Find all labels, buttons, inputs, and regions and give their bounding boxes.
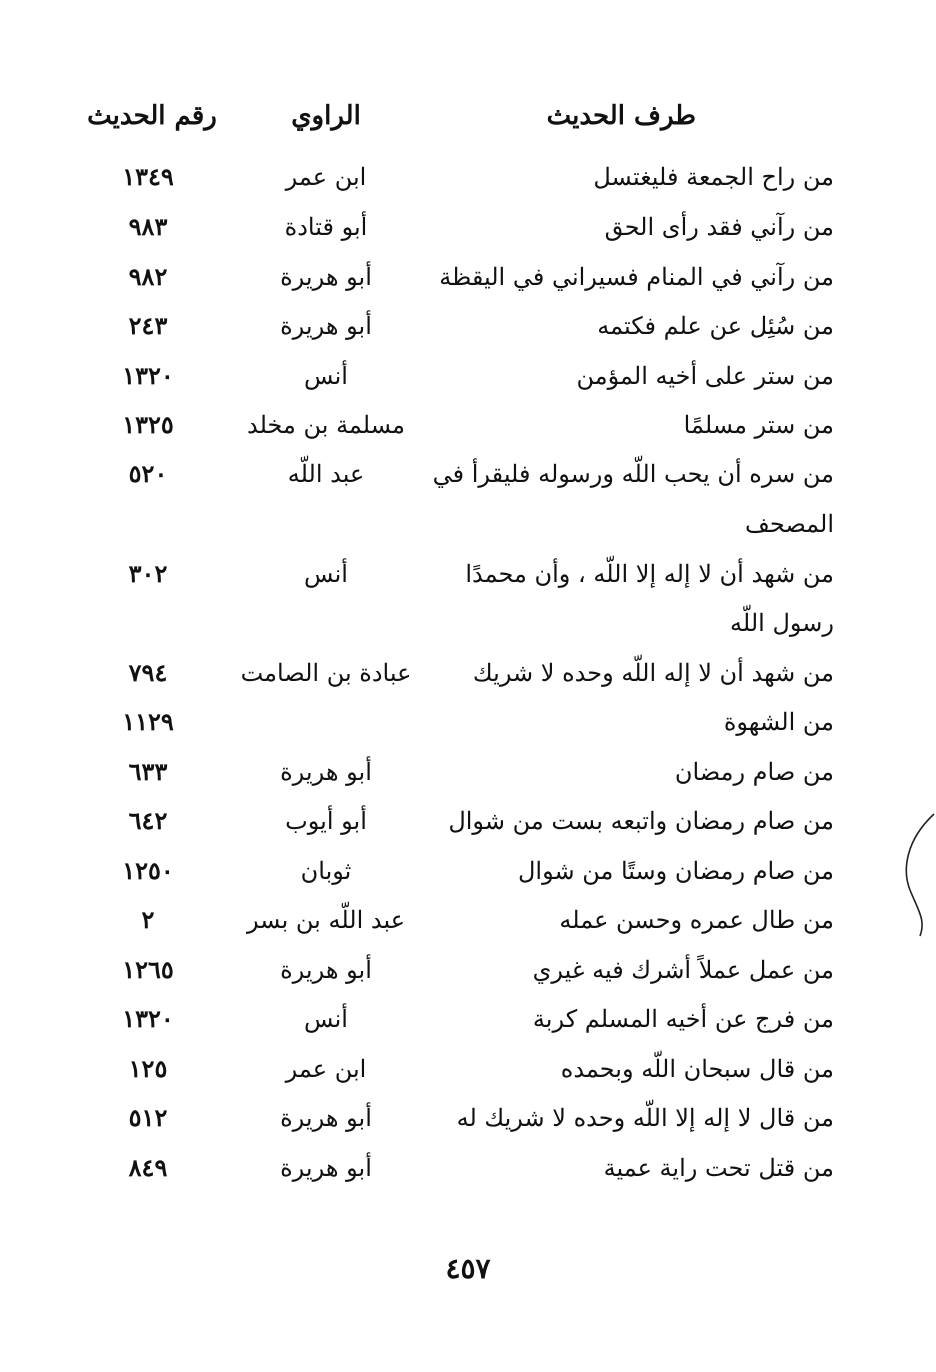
table-row bbox=[0, 702, 936, 742]
hadith-number: ٢ bbox=[141, 905, 155, 934]
table-row bbox=[0, 801, 936, 841]
narrator-name: أبو هريرة bbox=[280, 956, 372, 984]
hadith-text: من طال عمره وحسن عمله bbox=[559, 906, 834, 934]
narrator-name: ثوبان bbox=[300, 857, 352, 885]
hadith-text: من قتل تحت راية عمية bbox=[603, 1154, 834, 1182]
margin-bracket-mark bbox=[896, 810, 936, 940]
hadith-text: من شهد أن لا إله إلا اللّه ، وأن محمدًا bbox=[465, 560, 834, 588]
narrator-name: أنس bbox=[304, 1005, 348, 1033]
narrator-name: أبو أيوب bbox=[285, 807, 367, 835]
hadith-number: ١٣٢٠ bbox=[122, 1004, 174, 1033]
table-row bbox=[0, 950, 936, 990]
hadith-number: ١٢٥ bbox=[128, 1054, 168, 1083]
hadith-number: ٥١٢ bbox=[128, 1103, 168, 1132]
hadith-number: ١٣٤٩ bbox=[122, 162, 174, 191]
table-row bbox=[0, 653, 936, 693]
hadith-text: من شهد أن لا إله اللّه وحده لا شريك bbox=[472, 659, 834, 687]
hadith-text: من عمل عملاً أشرك فيه غيري bbox=[532, 956, 834, 984]
hadith-text: المصحف bbox=[744, 510, 834, 538]
hadith-text: من ستر مسلمًا bbox=[683, 411, 834, 439]
hadith-number: ١٢٥٠ bbox=[122, 856, 174, 885]
hadith-text: من ستر على أخيه المؤمن bbox=[576, 362, 834, 390]
narrator-name: أبو هريرة bbox=[280, 263, 372, 291]
table-row bbox=[0, 554, 936, 594]
hadith-number: ٦٤٢ bbox=[128, 806, 168, 835]
hadith-text: من سُئِل عن علم فكتمه bbox=[597, 312, 834, 340]
hadith-text: من صام رمضان bbox=[674, 758, 834, 786]
narrator-name: عبادة بن الصامت bbox=[240, 659, 412, 687]
narrator-name: ابن عمر bbox=[285, 1055, 367, 1083]
narrator-name: عبد اللّه بن بسر bbox=[246, 906, 406, 934]
table-row bbox=[0, 257, 936, 297]
hadith-text: من فرج عن أخيه المسلم كربة bbox=[532, 1005, 834, 1033]
narrator-name: أبو هريرة bbox=[280, 1104, 372, 1132]
narrator-name: ابن عمر bbox=[285, 163, 367, 191]
hadith-text: رسول اللّه bbox=[730, 609, 834, 637]
narrator-column-header: الراوي bbox=[291, 101, 361, 131]
narrator-name: مسلمة بن مخلد bbox=[246, 411, 406, 439]
table-row bbox=[0, 603, 936, 643]
narrator-name: أبو قتادة bbox=[284, 213, 368, 241]
hadith-number: ١٣٢٥ bbox=[122, 410, 174, 439]
hadith-number: ٩٨٢ bbox=[128, 262, 168, 291]
narrator-name bbox=[226, 603, 426, 643]
table-row bbox=[0, 157, 936, 197]
hadith-number: ١٢٦٥ bbox=[122, 955, 174, 984]
narrator-name bbox=[226, 702, 426, 742]
hadith-text: من قال سبحان اللّه وبحمده bbox=[560, 1055, 834, 1083]
hadith-text: من رآني في المنام فسيراني في اليقظة bbox=[439, 263, 834, 291]
narrator-name: أنس bbox=[304, 560, 348, 588]
table-row bbox=[0, 752, 936, 792]
hadith-text: من رآني فقد رأى الحق bbox=[604, 213, 834, 241]
table-row bbox=[0, 1098, 936, 1138]
table-row bbox=[0, 306, 936, 346]
hadith-column-header: طرف الحديث bbox=[546, 101, 696, 131]
hadith-text: من قال لا إله إلا اللّه وحده لا شريك له bbox=[456, 1104, 834, 1132]
hadith-number: ٨٤٩ bbox=[128, 1153, 168, 1182]
hadith-number: ٦٣٣ bbox=[128, 757, 168, 786]
table-header bbox=[0, 96, 936, 136]
hadith-number bbox=[88, 603, 208, 643]
hadith-number: ٩٨٣ bbox=[128, 212, 168, 241]
page-number: ٤٥٧ bbox=[445, 1252, 491, 1285]
hadith-number: ٣٠٢ bbox=[128, 559, 168, 588]
table-row bbox=[0, 504, 936, 544]
hadith-number bbox=[88, 504, 208, 544]
number-column-header: رقم الحديث bbox=[87, 101, 217, 131]
hadith-number: ٢٤٣ bbox=[128, 311, 168, 340]
table-row bbox=[0, 999, 936, 1039]
table-row bbox=[0, 405, 936, 445]
hadith-text: من الشهوة bbox=[723, 708, 834, 736]
table-row bbox=[0, 207, 936, 247]
narrator-name: أبو هريرة bbox=[280, 312, 372, 340]
narrator-name bbox=[226, 504, 426, 544]
table-row bbox=[0, 851, 936, 891]
narrator-name: أبو هريرة bbox=[280, 1154, 372, 1182]
hadith-text: من صام رمضان وستًا من شوال bbox=[517, 857, 834, 885]
table-row bbox=[0, 1049, 936, 1089]
table-row bbox=[0, 1148, 936, 1188]
hadith-number: ١٣٢٠ bbox=[122, 361, 174, 390]
table-row bbox=[0, 356, 936, 396]
hadith-text: من سره أن يحب اللّه ورسوله فليقرأ في bbox=[432, 460, 834, 488]
narrator-name: عبد اللّه bbox=[287, 460, 365, 488]
hadith-text: من راح الجمعة فليغتسل bbox=[593, 163, 834, 191]
narrator-name: أبو هريرة bbox=[280, 758, 372, 786]
hadith-number: ١١٢٩ bbox=[122, 707, 174, 736]
hadith-number: ٧٩٤ bbox=[128, 658, 168, 687]
hadith-number: ٥٢٠ bbox=[128, 459, 168, 488]
table-row bbox=[0, 454, 936, 494]
narrator-name: أنس bbox=[304, 362, 348, 390]
hadith-text: من صام رمضان واتبعه بست من شوال bbox=[448, 807, 834, 835]
table-row bbox=[0, 900, 936, 940]
